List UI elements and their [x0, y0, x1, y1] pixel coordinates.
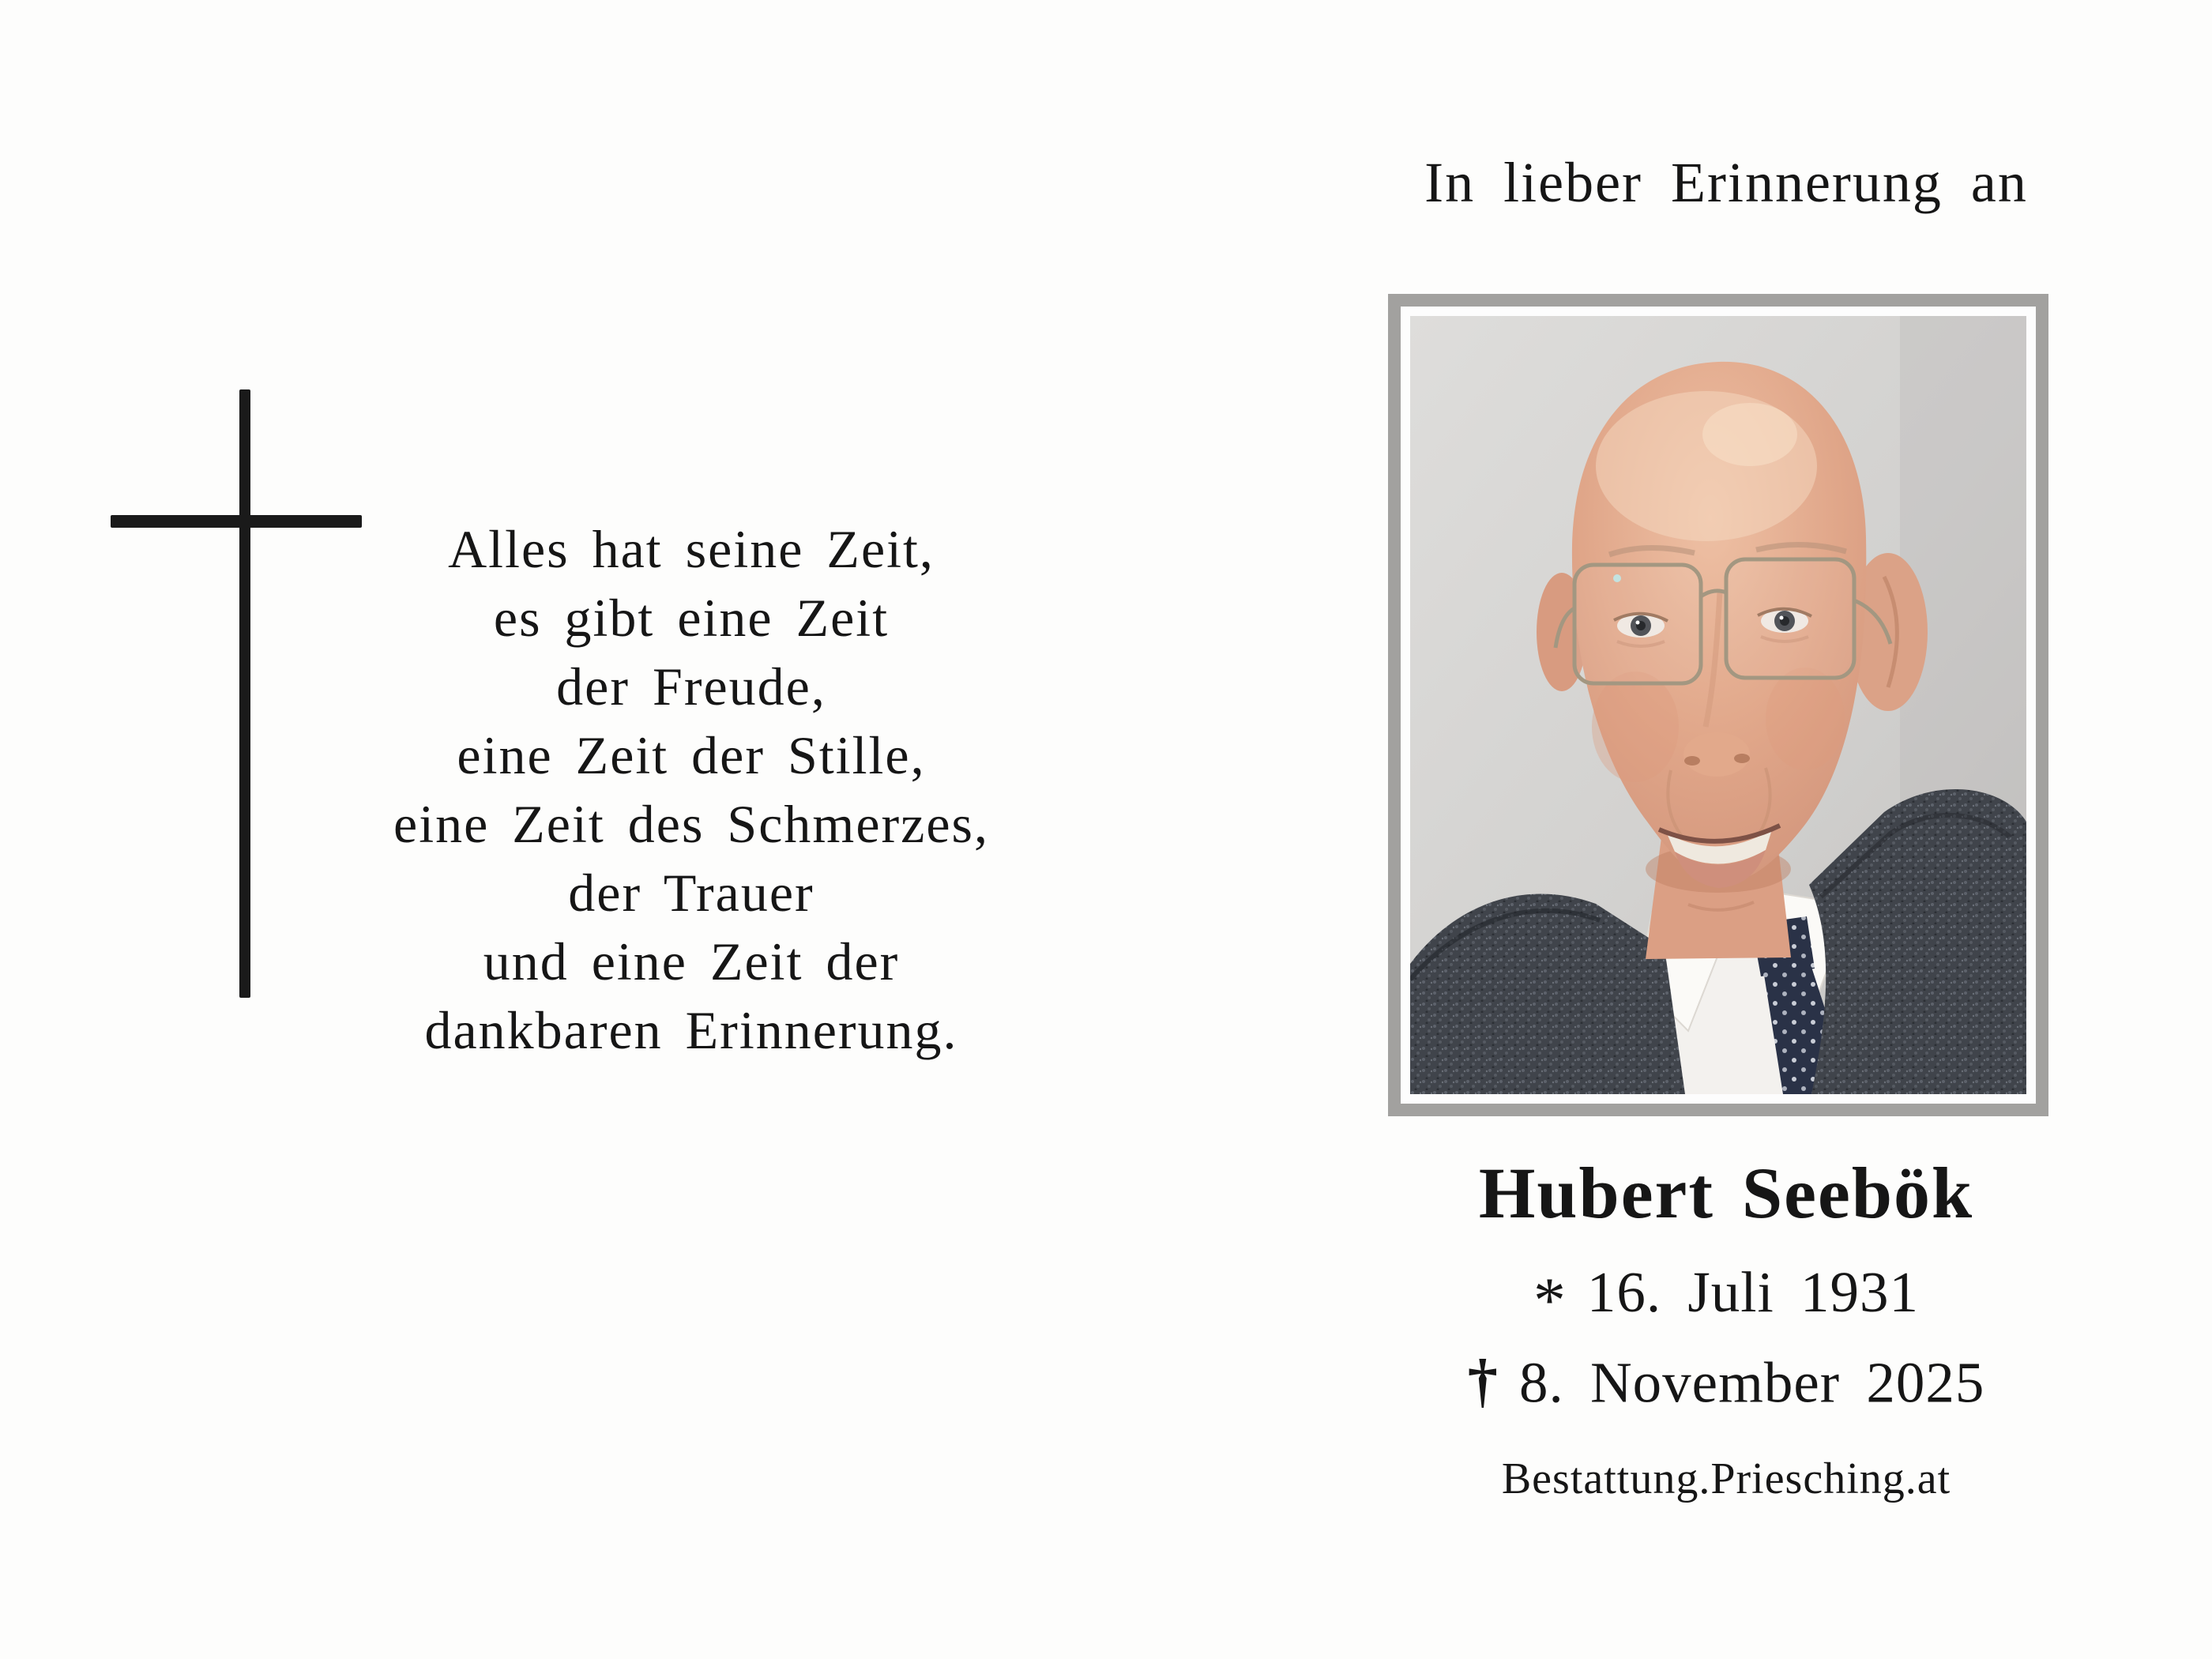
- deceased-name: Hubert Seebök: [1478, 1153, 1974, 1233]
- portrait-frame: [1388, 294, 2048, 1116]
- memorial-title: In lieber Erinnerung an: [1424, 151, 2028, 214]
- birth-date-line: [1272, 1255, 2180, 1338]
- poem-line: eine Zeit des Schmerzes,: [393, 794, 989, 854]
- death-date-line: [1272, 1343, 2180, 1421]
- funeral-home-website: Bestattung.Priesching.at: [1501, 1454, 1951, 1503]
- memorial-poem: [237, 515, 1146, 1065]
- poem-line: der Freude,: [556, 656, 826, 717]
- poem-line: und eine Zeit der: [483, 931, 900, 991]
- birth-date: 16. Juli 1931: [1586, 1260, 1920, 1324]
- portrait-photo-art: [1410, 316, 2026, 1094]
- poem-line: dankbaren Erinnerung.: [424, 1000, 958, 1060]
- poem-line: es gibt eine Zeit: [493, 588, 890, 648]
- poem-line: der Trauer: [568, 863, 814, 923]
- asterisk-born-icon: *: [1533, 1264, 1567, 1337]
- dagger-died-icon: †: [1467, 1347, 1499, 1414]
- poem-line: Alles hat seine Zeit,: [448, 519, 935, 579]
- death-date: 8. November 2025: [1518, 1350, 1985, 1415]
- poem-line: eine Zeit der Stille,: [457, 725, 926, 785]
- portrait-photo: [1401, 307, 2036, 1104]
